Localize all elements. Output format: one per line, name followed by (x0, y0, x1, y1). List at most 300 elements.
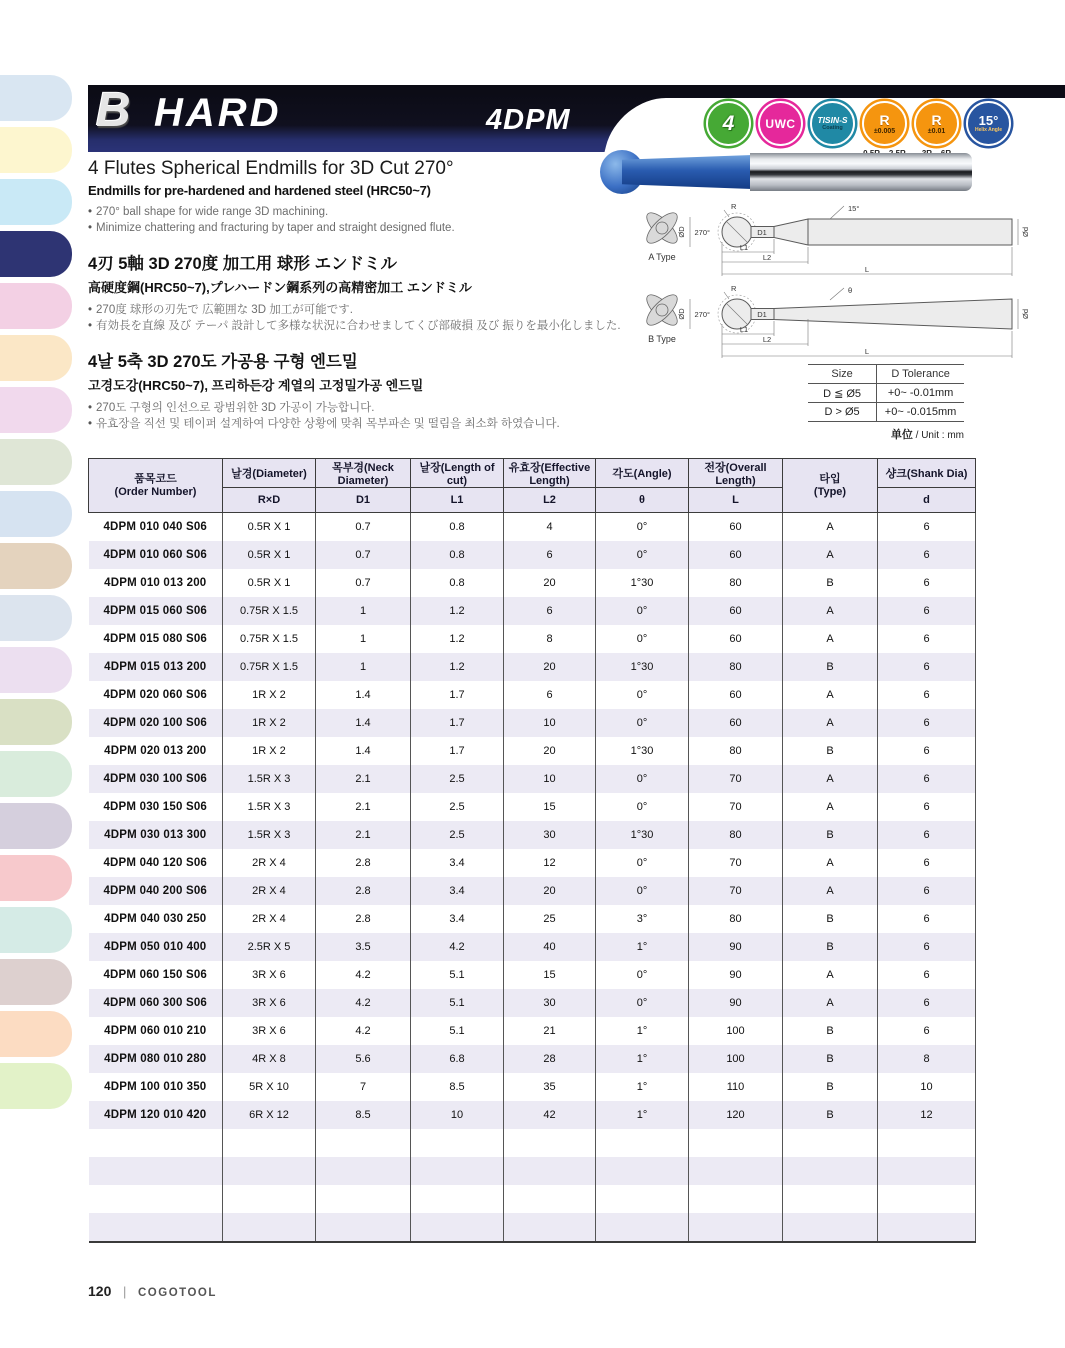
cell-type: A (783, 709, 878, 737)
endmill-coated-flute (622, 155, 752, 189)
cell-order-number: 4DPM 010 013 200 (104, 577, 207, 589)
cell-effective-length: 21 (504, 1017, 596, 1045)
cell-effective-length: 15 (504, 793, 596, 821)
spec-row-16 (89, 933, 976, 961)
col-header-length-of-cut: 날장(Length of cut) (411, 459, 504, 488)
cell-type: A (783, 961, 878, 989)
cell-type: A (783, 541, 878, 569)
intro-en (88, 158, 648, 236)
cell-length-of-cut: 0.8 (411, 569, 504, 597)
spec-row-5 (89, 625, 976, 653)
cell-effective-length: 10 (504, 709, 596, 737)
cell-length-of-cut: 0.8 (411, 541, 504, 569)
cell-neck-diameter: 1 (316, 625, 411, 653)
sidebar-tab-8 (0, 439, 72, 485)
cell-diameter: 0.75R X 1.5 (223, 597, 316, 625)
bullet-ko-1: • 270도 구형의 인선으로 광범위한 3D 가공이 가능합니다. (88, 402, 375, 414)
cell-angle: 1°30 (596, 569, 689, 597)
cell-diameter: 2R X 4 (223, 905, 316, 933)
cell-length-of-cut: 1.2 (411, 653, 504, 681)
cell-overall-length: 80 (689, 821, 783, 849)
bullet-dot: • (88, 418, 93, 430)
cell-empty (504, 1213, 596, 1242)
cell-order-number: 4DPM 120 010 420 (104, 1109, 207, 1121)
svg-text:B Type: B Type (648, 334, 676, 344)
cell-overall-length: 60 (689, 541, 783, 569)
cell-length-of-cut: 2.5 (411, 821, 504, 849)
cell-angle: 0° (596, 793, 689, 821)
cell-type: B (783, 653, 878, 681)
cell-diameter: 2R X 4 (223, 877, 316, 905)
tolerance-table (808, 364, 964, 422)
cell-neck-diameter: 2.1 (316, 793, 411, 821)
svg-text:D1: D1 (757, 228, 767, 237)
cell-order-number: 4DPM 040 030 250 (104, 913, 207, 925)
sidebar-tab-4-active (0, 231, 72, 277)
col-header-shank-dia: 샹크(Shank Dia) (878, 459, 976, 488)
cell-overall-length: 90 (689, 961, 783, 989)
cell-order-number: 4DPM 010 040 S06 (103, 521, 208, 533)
spec-row-7 (89, 681, 976, 709)
svg-text:R: R (731, 284, 737, 293)
cell-shank-dia: 12 (878, 1101, 976, 1129)
cell-empty (878, 1157, 976, 1185)
spec-row-1 (89, 513, 976, 542)
cell-angle: 1° (596, 1045, 689, 1073)
cell-overall-length: 60 (689, 513, 783, 542)
spec-row-15 (89, 905, 976, 933)
cell-neck-diameter: 1 (316, 597, 411, 625)
sidebar-tab-17 (0, 907, 72, 953)
cell-neck-diameter: 2.8 (316, 849, 411, 877)
cell-overall-length: 120 (689, 1101, 783, 1129)
cell-type: B (783, 1101, 878, 1129)
cell-type: B (783, 905, 878, 933)
sidebar-tab-12 (0, 647, 72, 693)
cell-type: A (783, 625, 878, 653)
b-type-drawing (632, 284, 1050, 366)
cell-diameter: 1R X 2 (223, 709, 316, 737)
cell-empty (596, 1213, 689, 1242)
cell-order-number: 4DPM 100 010 350 (104, 1081, 207, 1093)
spec-row-9 (89, 737, 976, 765)
cell-order-number: 4DPM 080 010 280 (104, 1053, 207, 1065)
cell-angle: 0° (596, 709, 689, 737)
cell-angle: 0° (596, 541, 689, 569)
cell-overall-length: 70 (689, 849, 783, 877)
svg-text:15°: 15° (848, 204, 860, 213)
cell-overall-length: 80 (689, 737, 783, 765)
cell-order-number: 4DPM 015 060 S06 (103, 605, 208, 617)
cell-type: B (783, 1045, 878, 1073)
cell-type: A (783, 513, 878, 542)
cell-neck-diameter: 0.7 (316, 513, 411, 542)
cell-diameter: 0.5R X 1 (223, 541, 316, 569)
svg-text:A Type: A Type (648, 252, 676, 262)
bullet-ja-1: • 270度 球形の刃先で 広範囲な 3D 加工が可能です. (88, 304, 353, 316)
cell-overall-length: 80 (689, 905, 783, 933)
cell-overall-length: 70 (689, 765, 783, 793)
cell-type: B (783, 1073, 878, 1101)
svg-text:270°: 270° (694, 228, 710, 237)
col-symbol-length-of-cut: L1 (411, 488, 504, 513)
tol-value-1: +0~ -0.01mm (877, 384, 964, 403)
spec-row-empty (89, 1157, 976, 1185)
unit-note: 单位 / Unit : mm (890, 429, 964, 441)
cell-diameter: 1.5R X 3 (223, 793, 316, 821)
cell-empty (411, 1157, 504, 1185)
cell-length-of-cut: 8.5 (411, 1073, 504, 1101)
sidebar-tab-7 (0, 387, 72, 433)
sidebar-tab-20 (0, 1063, 72, 1109)
cell-diameter: 6R X 12 (223, 1101, 316, 1129)
cell-shank-dia: 10 (878, 1073, 976, 1101)
cell-empty (504, 1185, 596, 1213)
helix-angle-15-badge: 15° Helix Angle (965, 99, 1012, 158)
cell-diameter: 2.5R X 5 (223, 933, 316, 961)
spec-row-11 (89, 793, 976, 821)
cell-effective-length: 10 (504, 765, 596, 793)
cell-neck-diameter: 4.2 (316, 961, 411, 989)
cell-diameter: 0.5R X 1 (223, 513, 316, 542)
bullet-dot: • (88, 320, 93, 332)
col-header-order-number: 품목코드 (Order Number) (89, 459, 223, 513)
cell-neck-diameter: 7 (316, 1073, 411, 1101)
cell-neck-diameter: 1 (316, 653, 411, 681)
cell-empty (783, 1213, 878, 1242)
cell-type: A (783, 681, 878, 709)
cell-neck-diameter: 2.1 (316, 821, 411, 849)
cell-length-of-cut: 10 (411, 1101, 504, 1129)
col-header-type: 타입 (Type) (783, 459, 878, 513)
cell-length-of-cut: 1.7 (411, 681, 504, 709)
cell-overall-length: 60 (689, 681, 783, 709)
cell-empty (689, 1185, 783, 1213)
cell-type: B (783, 933, 878, 961)
cell-overall-length: 110 (689, 1073, 783, 1101)
cell-empty (596, 1185, 689, 1213)
cell-length-of-cut: 0.8 (411, 513, 504, 542)
svg-text:L2: L2 (762, 253, 772, 262)
cell-diameter: 1.5R X 3 (223, 821, 316, 849)
cell-order-number: 4DPM 015 013 200 (104, 661, 207, 673)
cell-length-of-cut: 1.7 (411, 709, 504, 737)
cell-angle: 1° (596, 1073, 689, 1101)
spec-row-18 (89, 989, 976, 1017)
cell-shank-dia: 6 (878, 1017, 976, 1045)
cell-empty (411, 1213, 504, 1242)
svg-text:L2: L2 (762, 335, 772, 344)
spec-row-10 (89, 765, 976, 793)
spec-row-8 (89, 709, 976, 737)
svg-text:Ød: Ød (1021, 308, 1030, 320)
cell-angle: 0° (596, 989, 689, 1017)
spec-row-14 (89, 877, 976, 905)
cell-shank-dia: 6 (878, 709, 976, 737)
cell-effective-length: 6 (504, 681, 596, 709)
cell-diameter: 2R X 4 (223, 849, 316, 877)
cell-length-of-cut: 1.2 (411, 625, 504, 653)
cell-neck-diameter: 3.5 (316, 933, 411, 961)
cell-type: A (783, 877, 878, 905)
cell-empty (878, 1185, 976, 1213)
subtitle-en: Endmills for pre-hardened and hardened steel (HRC50~7) (88, 183, 431, 198)
cell-empty (89, 1129, 223, 1157)
cell-empty (878, 1213, 976, 1242)
intro-section (88, 158, 648, 446)
cell-diameter: 0.75R X 1.5 (223, 625, 316, 653)
footer-divider: | (122, 1284, 127, 1299)
cell-type: A (783, 849, 878, 877)
cell-length-of-cut: 3.4 (411, 905, 504, 933)
cell-empty (504, 1157, 596, 1185)
cell-effective-length: 12 (504, 849, 596, 877)
cell-neck-diameter: 2.8 (316, 877, 411, 905)
cell-type: A (783, 765, 878, 793)
cell-order-number: 4DPM 030 013 300 (104, 829, 207, 841)
r-tolerance-01-badge: R ±0.01 (913, 99, 960, 158)
cell-shank-dia: 6 (878, 877, 976, 905)
cell-type: A (783, 793, 878, 821)
cell-effective-length: 20 (504, 653, 596, 681)
cell-neck-diameter: 1.4 (316, 709, 411, 737)
cell-shank-dia: 6 (878, 849, 976, 877)
spec-row-3 (89, 569, 976, 597)
cell-overall-length: 80 (689, 569, 783, 597)
r-tolerance-005-badge: R ±0.005 (861, 99, 908, 158)
uwc-coating-badge: UWC (757, 99, 804, 158)
bullet-dot: • (88, 222, 93, 234)
cell-angle: 0° (596, 681, 689, 709)
flute-cross-icon (642, 290, 682, 330)
cell-angle: 3° (596, 905, 689, 933)
flutes-4-icon: 4 (705, 99, 752, 158)
cell-angle: 0° (596, 513, 689, 542)
cell-empty (689, 1157, 783, 1185)
series-name: HARD (154, 91, 282, 135)
cell-diameter: 1R X 2 (223, 737, 316, 765)
svg-text:L1: L1 (739, 325, 749, 334)
cell-angle: 0° (596, 765, 689, 793)
cell-length-of-cut: 1.2 (411, 597, 504, 625)
brand-name: COGOTOOL (138, 1287, 217, 1299)
cell-effective-length: 30 (504, 821, 596, 849)
series-letter: B (96, 85, 131, 137)
col-symbol-overall-length: L (689, 488, 783, 513)
cell-neck-diameter: 1.4 (316, 737, 411, 765)
cell-length-of-cut: 5.1 (411, 1017, 504, 1045)
tol-header-size: Size (808, 365, 877, 384)
cell-empty (596, 1157, 689, 1185)
cell-diameter: 1.5R X 3 (223, 765, 316, 793)
cell-effective-length: 20 (504, 877, 596, 905)
cell-angle: 0° (596, 961, 689, 989)
col-header-diameter: 날경(Diameter) (223, 459, 316, 488)
cell-type: B (783, 569, 878, 597)
spec-table (88, 458, 976, 1243)
cell-order-number: 4DPM 010 060 S06 (103, 549, 208, 561)
tisin-s-coating-badge: TISIN-S Coating (809, 99, 856, 158)
bullet-ja-2: • 有効長を直線 及び テーパ 設計して多様な状況に合わせましてくび部破損 及び 振りを最小化しました. (88, 320, 621, 332)
cell-type: B (783, 737, 878, 765)
cell-empty (878, 1129, 976, 1157)
cell-diameter: 3R X 6 (223, 961, 316, 989)
spec-row-13 (89, 849, 976, 877)
spec-row-empty (89, 1129, 976, 1157)
cell-empty (411, 1129, 504, 1157)
cell-empty (223, 1213, 316, 1242)
spec-row-12 (89, 821, 976, 849)
endmill-shank (750, 153, 972, 191)
cell-shank-dia: 6 (878, 653, 976, 681)
cell-neck-diameter: 1.4 (316, 681, 411, 709)
bullet-en-1: • 270° ball shape for wide range 3D machining. (88, 206, 329, 218)
cell-shank-dia: 6 (878, 765, 976, 793)
bullet-en-2: • Minimize chattering and fracturing by taper and straight designed flute. (88, 222, 455, 234)
cell-angle: 0° (596, 849, 689, 877)
svg-text:R: R (731, 202, 737, 211)
cell-angle: 1° (596, 1017, 689, 1045)
cell-angle: 1°30 (596, 821, 689, 849)
cell-empty (689, 1129, 783, 1157)
cell-diameter: 3R X 6 (223, 989, 316, 1017)
sidebar-tab-5 (0, 283, 72, 329)
col-symbol-shank-dia: d (878, 488, 976, 513)
cell-overall-length: 100 (689, 1017, 783, 1045)
cell-order-number: 4DPM 020 060 S06 (103, 689, 208, 701)
cell-angle: 1° (596, 1101, 689, 1129)
cell-effective-length: 6 (504, 541, 596, 569)
sidebar-tab-1 (0, 75, 72, 121)
spec-row-2 (89, 541, 976, 569)
model-label: 4DPM (486, 104, 571, 136)
svg-text:L: L (864, 347, 870, 356)
sidebar (0, 75, 80, 1115)
sidebar-tab-13 (0, 699, 72, 745)
spec-row-4 (89, 597, 976, 625)
cell-order-number: 4DPM 020 013 200 (104, 745, 207, 757)
cell-overall-length: 60 (689, 597, 783, 625)
cell-overall-length: 90 (689, 933, 783, 961)
svg-text:Ød: Ød (1021, 226, 1030, 238)
sidebar-tab-2 (0, 127, 72, 173)
col-header-neck-diameter: 목부경(Neck Diameter) (316, 459, 411, 488)
cell-shank-dia: 6 (878, 961, 976, 989)
cell-order-number: 4DPM 060 300 S06 (103, 997, 208, 1009)
technical-drawings (632, 202, 1052, 366)
cell-empty (89, 1157, 223, 1185)
endmill-photo (600, 149, 972, 195)
bullet-dot: • (88, 402, 93, 414)
cell-empty (316, 1185, 411, 1213)
flute-cross-icon (642, 208, 682, 248)
cell-neck-diameter: 4.2 (316, 1017, 411, 1045)
col-symbol-angle: θ (596, 488, 689, 513)
spec-row-20 (89, 1045, 976, 1073)
cell-shank-dia: 6 (878, 625, 976, 653)
cell-length-of-cut: 2.5 (411, 765, 504, 793)
svg-text:θ: θ (848, 286, 853, 295)
cell-empty (223, 1129, 316, 1157)
cell-effective-length: 40 (504, 933, 596, 961)
bullet-dot: • (88, 206, 93, 218)
cell-shank-dia: 6 (878, 681, 976, 709)
sidebar-tab-3 (0, 179, 72, 225)
spec-row-22 (89, 1101, 976, 1129)
cell-shank-dia: 6 (878, 513, 976, 542)
cell-overall-length: 70 (689, 877, 783, 905)
cell-shank-dia: 6 (878, 989, 976, 1017)
col-header-overall-length: 전장(Overall Length) (689, 459, 783, 488)
cell-effective-length: 35 (504, 1073, 596, 1101)
cell-shank-dia: 6 (878, 569, 976, 597)
svg-text:270°: 270° (694, 310, 710, 319)
cell-empty (223, 1185, 316, 1213)
svg-text:D1: D1 (757, 310, 767, 319)
cell-effective-length: 8 (504, 625, 596, 653)
cell-empty (783, 1185, 878, 1213)
cell-empty (316, 1213, 411, 1242)
cell-effective-length: 6 (504, 597, 596, 625)
cell-neck-diameter: 2.8 (316, 905, 411, 933)
sidebar-tab-18 (0, 959, 72, 1005)
cell-overall-length: 60 (689, 625, 783, 653)
cell-effective-length: 42 (504, 1101, 596, 1129)
svg-text:ØD: ØD (677, 226, 686, 238)
sidebar-tab-6 (0, 335, 72, 381)
cell-angle: 1°30 (596, 653, 689, 681)
col-header-angle: 각도(Angle) (596, 459, 689, 488)
spec-row-19 (89, 1017, 976, 1045)
cell-overall-length: 90 (689, 989, 783, 1017)
col-symbol-diameter: R×D (223, 488, 316, 513)
intro-ja (88, 250, 648, 334)
cell-overall-length: 80 (689, 653, 783, 681)
cell-neck-diameter: 4.2 (316, 989, 411, 1017)
cell-type: B (783, 1017, 878, 1045)
cell-neck-diameter: 8.5 (316, 1101, 411, 1129)
cell-overall-length: 70 (689, 793, 783, 821)
cell-length-of-cut: 3.4 (411, 849, 504, 877)
cell-diameter: 3R X 6 (223, 1017, 316, 1045)
cell-length-of-cut: 1.7 (411, 737, 504, 765)
subtitle-ko: 고경도강(HRC50~7), 프리하든강 계열의 고정밀가공 엔드밀 (88, 378, 424, 393)
cell-empty (783, 1129, 878, 1157)
spec-row-17 (89, 961, 976, 989)
cell-length-of-cut: 2.5 (411, 793, 504, 821)
cell-shank-dia: 6 (878, 793, 976, 821)
subtitle-ja: 高硬度鋼(HRC50~7),プレハードン鋼系列の高精密加工 エンドミル (88, 280, 472, 295)
sidebar-tab-9 (0, 491, 72, 537)
cell-angle: 1° (596, 933, 689, 961)
cell-type: A (783, 989, 878, 1017)
cell-length-of-cut: 6.8 (411, 1045, 504, 1073)
cell-effective-length: 20 (504, 569, 596, 597)
page-title-en: 4 Flutes Spherical Endmills for 3D Cut 270° (88, 158, 454, 179)
cell-effective-length: 20 (504, 737, 596, 765)
spec-row-empty (89, 1213, 976, 1242)
cell-order-number: 4DPM 050 010 400 (104, 941, 207, 953)
cell-angle: 1°30 (596, 737, 689, 765)
cell-length-of-cut: 4.2 (411, 933, 504, 961)
col-symbol-effective-length: L2 (504, 488, 596, 513)
cell-empty (316, 1129, 411, 1157)
cell-diameter: 0.75R X 1.5 (223, 653, 316, 681)
svg-text:L1: L1 (739, 243, 749, 252)
spec-row-21 (89, 1073, 976, 1101)
cell-effective-length: 30 (504, 989, 596, 1017)
cell-effective-length: 4 (504, 513, 596, 542)
